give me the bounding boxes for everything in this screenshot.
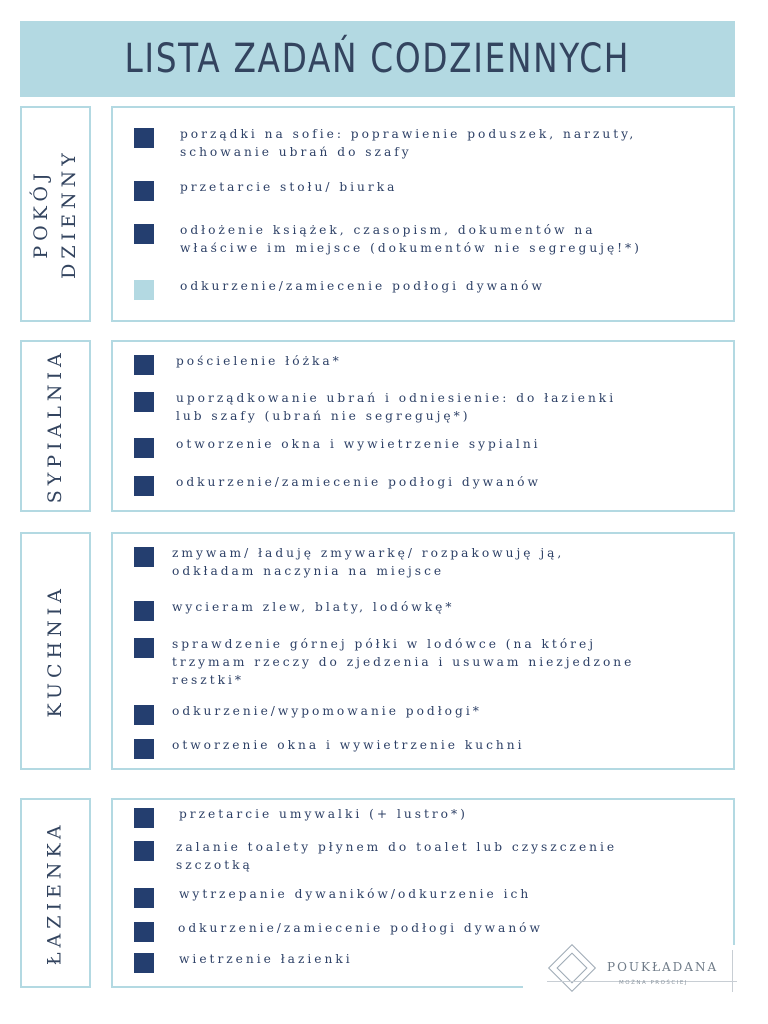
task-label: przetarcie stołu/ biurka — [180, 180, 398, 194]
task-item — [134, 435, 541, 458]
task-label: wytrzepanie dywaników/odkurzenie ich — [179, 887, 532, 901]
logo-tagline: MOŻNA PROŚCIEJ — [619, 980, 688, 986]
task-item — [134, 885, 531, 908]
task-checkbox[interactable] — [134, 922, 154, 942]
page-title: LISTA ZADAŃ CODZIENNYCH — [124, 36, 631, 82]
task-item — [134, 352, 342, 375]
task-checkbox[interactable] — [134, 355, 154, 375]
task-checkbox[interactable] — [134, 841, 154, 861]
task-label: sprawdzenie górnej półki w lodówce (na której trzymam rzeczy do zjedzenia i usuwam niezjedzone resztki* — [172, 637, 635, 687]
task-item — [134, 838, 617, 874]
task-label: porządki na sofie: poprawienie poduszek, narzuty, schowanie ubrań do szafy — [180, 127, 637, 159]
task-label: pościelenie łóżka* — [176, 354, 342, 368]
task-checkbox[interactable] — [134, 739, 154, 759]
task-checkbox[interactable] — [134, 392, 154, 412]
task-checkbox[interactable] — [134, 476, 154, 496]
section-label-text: KUCHNIA — [43, 584, 66, 718]
task-checkbox[interactable] — [134, 953, 154, 973]
task-item — [134, 544, 564, 580]
task-item — [134, 125, 636, 161]
task-label: odkurzenie/wypomowanie podłogi* — [172, 704, 482, 718]
task-checkbox[interactable] — [134, 705, 154, 725]
task-label: wietrzenie łazienki — [179, 952, 353, 966]
task-checkbox[interactable] — [134, 638, 154, 658]
task-item — [134, 950, 353, 973]
task-checkbox[interactable] — [134, 808, 154, 828]
task-label: wycieram zlew, blaty, lodówkę* — [172, 600, 455, 614]
task-checkbox[interactable] — [134, 601, 154, 621]
task-label: otworzenie okna i wywietrzenie sypialni — [176, 437, 541, 451]
task-label: odkurzenie/zamiecenie podłogi dywanów — [176, 475, 541, 489]
task-label: otworzenie okna i wywietrzenie kuchni — [172, 738, 525, 752]
task-item — [134, 473, 541, 496]
section-label-text: SYPIALNIA — [43, 348, 66, 504]
task-label: odłożenie książek, czasopism, dokumentów na właściwe im miejsce (dokumentów nie segreguję!*) — [180, 223, 642, 255]
task-label: uporządkowanie ubrań i odniesienie: do łazienki lub szafy (ubrań nie segreguję*) — [176, 391, 617, 423]
logo-vertical-line — [732, 950, 733, 992]
brand-logo — [523, 945, 735, 995]
task-item — [134, 702, 482, 725]
task-label: odkurzenie/zamiecenie podłogi dywanów — [180, 279, 545, 293]
logo-brand-name: POUKŁADANA — [607, 960, 719, 974]
task-label: przetarcie umywalki (+ lustro*) — [179, 807, 468, 821]
task-item — [134, 178, 397, 201]
task-label: zalanie toalety płynem do toalet lub czyszczenie szczotką — [176, 840, 618, 872]
section-label-living-room — [20, 106, 91, 322]
task-item — [134, 277, 545, 300]
task-checkbox[interactable] — [134, 280, 154, 300]
task-checkbox[interactable] — [134, 547, 154, 567]
task-item — [134, 221, 642, 257]
section-label-text: ŁAZIENKA — [43, 820, 66, 966]
task-item — [134, 805, 468, 828]
task-checkbox[interactable] — [134, 181, 154, 201]
task-item — [134, 635, 634, 689]
section-label-kitchen — [20, 532, 91, 770]
task-item — [134, 389, 616, 425]
page-title-bar — [20, 21, 735, 97]
task-item — [134, 598, 454, 621]
task-checkbox[interactable] — [134, 224, 154, 244]
task-checkbox[interactable] — [134, 128, 154, 148]
section-label-bathroom — [20, 798, 91, 988]
task-label: odkurzenie/zamiecenie podłogi dywanów — [178, 921, 543, 935]
section-label-text: POKÓJ DZIENNY — [29, 148, 80, 280]
task-item — [134, 736, 525, 759]
task-label: zmywam/ ładuję zmywarkę/ rozpakowuję ją, odkładam naczynia na miejsce — [172, 546, 565, 578]
section-label-bedroom — [20, 340, 91, 512]
task-item — [134, 919, 543, 942]
task-checkbox[interactable] — [134, 888, 154, 908]
task-checkbox[interactable] — [134, 438, 154, 458]
